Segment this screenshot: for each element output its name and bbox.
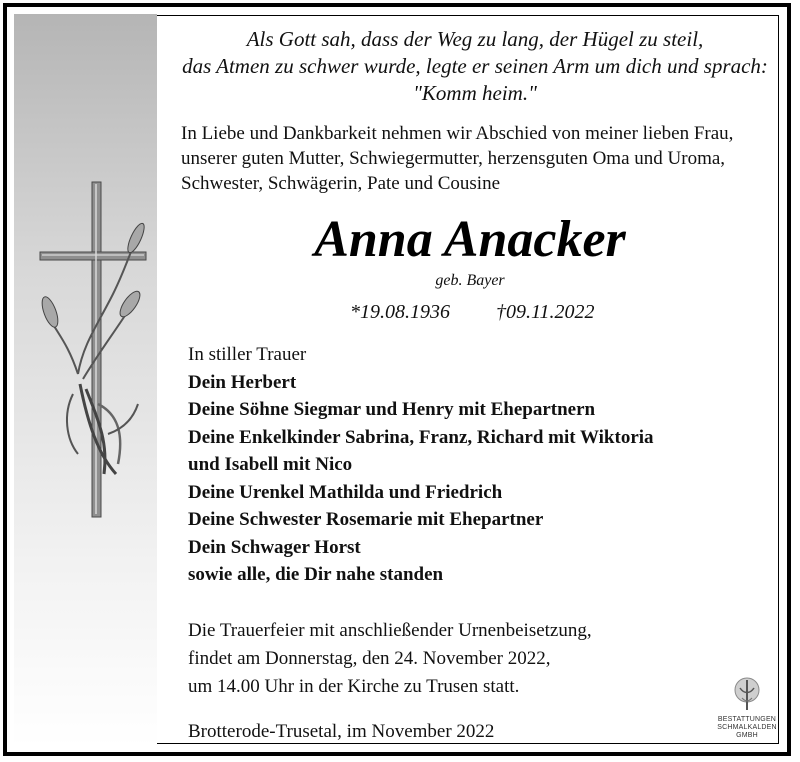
mourner-line: sowie alle, die Dir nahe standen xyxy=(188,564,444,585)
verse-line: "Komm heim." xyxy=(413,81,537,105)
funeral-home-logo-icon xyxy=(732,676,762,716)
death-date: †09.11.2022 xyxy=(496,301,595,323)
intro-text xyxy=(181,121,791,196)
cross-with-wheat-icon xyxy=(38,174,148,524)
mourner-line: Deine Urenkel Mathilda und Friedrich xyxy=(188,481,503,503)
intro-line: Schwester, Schwägerin, Pate und Cousine xyxy=(181,173,501,194)
place-date: Brotterode-Trusetal, im November 2022 xyxy=(188,721,495,742)
mourner-line: Dein Schwager Horst xyxy=(188,536,361,558)
funeral-line: um 14.00 Uhr in der Kirche zu Trusen statt. xyxy=(188,676,520,697)
funeral-line: findet am Donnerstag, den 24. November 2022, xyxy=(188,648,551,669)
verse xyxy=(160,26,790,107)
sidebar-gradient xyxy=(14,14,157,747)
life-dates xyxy=(350,299,650,325)
mourners-lead: In stiller Trauer xyxy=(188,344,307,365)
mourner-line: Deine Enkelkinder Sabrina, Franz, Richard mit Wiktoria xyxy=(188,426,654,448)
mourner-line: Dein Herbert xyxy=(188,371,297,393)
logo-line: BESTATTUNGEN xyxy=(717,716,777,723)
verse-line: das Atmen zu schwer wurde, legte er seinen Arm um dich und sprach: xyxy=(182,54,768,78)
birth-date: *19.08.1936 xyxy=(350,301,450,323)
logo-line: GMBH xyxy=(736,732,758,739)
mourner-line: Deine Söhne Siegmar und Henry mit Ehepartnern xyxy=(188,399,596,420)
verse-line: Als Gott sah, dass der Weg zu lang, der Hügel zu steil, xyxy=(246,27,704,51)
intro-line: unserer guten Mutter, Schwiegermutter, herzensguten Oma und Uroma, xyxy=(181,148,726,169)
mourner-line: Deine Schwester Rosemarie mit Ehepartner xyxy=(188,509,544,530)
mourner-line: und Isabell mit Nico xyxy=(188,454,353,475)
funeral-notice xyxy=(188,617,688,701)
funeral-line: Die Trauerfeier mit anschließender Urnenbeisetzung, xyxy=(188,620,592,641)
funeral-home-logo xyxy=(712,676,782,746)
intro-line: In Liebe und Dankbarkeit nehmen wir Abschied von meiner lieben Frau, xyxy=(181,123,734,144)
logo-line: SCHMALKALDEN xyxy=(717,724,777,731)
mourners-list xyxy=(188,341,778,589)
maiden-name: geb. Bayer xyxy=(435,272,505,289)
deceased-name: Anna Anacker xyxy=(314,211,626,268)
